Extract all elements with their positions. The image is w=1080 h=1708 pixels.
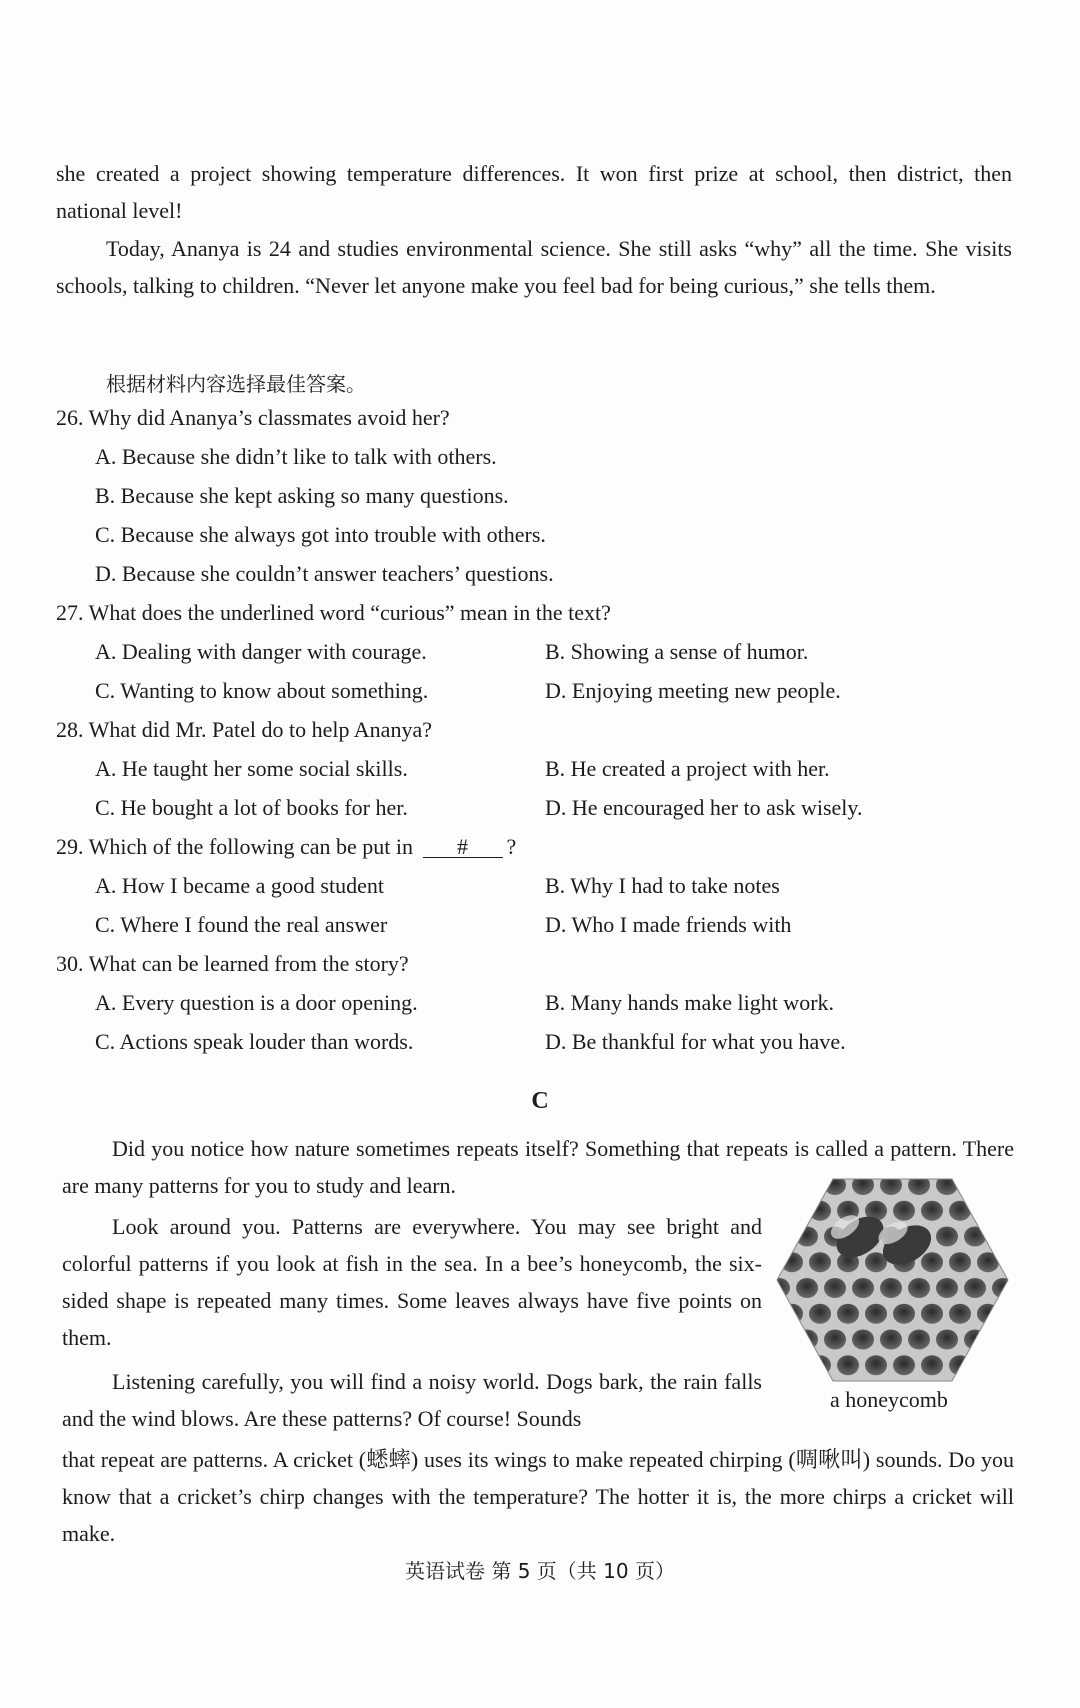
honeycomb-cell [1005, 1201, 1010, 1221]
instruction: 根据材料内容选择最佳答案。 [106, 372, 366, 396]
honeycomb-cell [880, 1175, 902, 1195]
honeycomb-cell [809, 1252, 831, 1272]
honeycomb-cell [949, 1355, 971, 1375]
image-caption: a honeycomb [830, 1387, 948, 1412]
honeycomb-cell [809, 1304, 831, 1324]
question-stem: 26. Why did Ananya’s classmates avoid her? [56, 405, 450, 430]
honeycomb-cell [977, 1355, 999, 1375]
honeycomb-cell [775, 1330, 790, 1350]
question-stem: 30. What can be learned from the story? [56, 951, 409, 976]
answer-option: B. Many hands make light work. [545, 990, 835, 1015]
answer-option: B. Because she kept asking so many questions. [95, 483, 509, 508]
honeycomb-cell [809, 1201, 831, 1221]
blank-marker: # [423, 837, 503, 858]
passage-paragraph: that repeat are patterns. A cricket (蟋蟀) uses its wings to make repeated chirping (啁啾叫) sounds. Do you know that a cricket’s chirp changes with the temperature? The hotter it is, the more chirps a cricket will make. [62, 1447, 1014, 1546]
honeycomb-cell [936, 1278, 958, 1298]
honeycomb-cell [824, 1175, 846, 1195]
honeycomb-cell [865, 1304, 887, 1324]
honeycomb-cell [992, 1330, 1010, 1350]
question-stem: 28. What did Mr. Patel do to help Ananya? [56, 717, 432, 742]
honeycomb-icon [775, 1175, 1010, 1385]
honeycomb-cell [824, 1381, 846, 1385]
question-stem-end: ? [506, 834, 517, 859]
passage-paragraph: Look around you. Patterns are everywhere. You may see bright and colorful patterns if you look at fish in the sea. In a bee’s honeycomb, the six-sided shape is repeated many times. Some leaves always have five points on them. [62, 1214, 762, 1350]
honeycomb-cell [964, 1227, 986, 1247]
honeycomb-cell [949, 1304, 971, 1324]
honeycomb-cell [992, 1227, 1010, 1247]
honeycomb-cell [893, 1304, 915, 1324]
honeycomb-cell [964, 1175, 986, 1195]
honeycomb-cell [949, 1201, 971, 1221]
answer-option: C. Where I found the real answer [95, 912, 388, 937]
honeycomb-cell [852, 1278, 874, 1298]
honeycomb-cell [1005, 1304, 1010, 1324]
honeycomb-cell [880, 1330, 902, 1350]
answer-option: D. Who I made friends with [545, 912, 792, 937]
honeycomb-cell [852, 1381, 874, 1385]
honeycomb-cell [775, 1175, 790, 1195]
honeycomb-cell [908, 1278, 930, 1298]
answer-option: A. Dealing with danger with courage. [95, 639, 427, 664]
honeycomb-cell [949, 1252, 971, 1272]
answer-option: B. Why I had to take notes [545, 873, 780, 898]
answer-option: A. He taught her some social skills. [95, 756, 408, 781]
honeycomb-cell [1005, 1355, 1010, 1375]
page-footer: 英语试卷 第 5 页（共 10 页） [405, 1559, 675, 1583]
honeycomb-cell [824, 1278, 846, 1298]
honeycomb-cell [964, 1381, 986, 1385]
honeycomb-cell [992, 1381, 1010, 1385]
honeycomb-cell [893, 1355, 915, 1375]
answer-option: C. Wanting to know about something. [95, 678, 429, 703]
honeycomb-cell [936, 1330, 958, 1350]
honeycomb-cell [936, 1381, 958, 1385]
passage-paragraph: Did you notice how nature sometimes repeats itself? Something that repeats is called a pattern. There are many patterns for you to study and learn. [62, 1136, 1014, 1198]
answer-option: D. He encouraged her to ask wisely. [545, 795, 863, 820]
honeycomb-cell [852, 1175, 874, 1195]
honeycomb-cell [796, 1330, 818, 1350]
answer-option: B. Showing a sense of humor. [545, 639, 809, 664]
honeycomb-cell [796, 1175, 818, 1195]
honeycomb-cell [908, 1175, 930, 1195]
question-stem [56, 834, 516, 860]
question-stem: 27. What does the underlined word “curious” mean in the text? [56, 600, 611, 625]
honeycomb-cell [977, 1304, 999, 1324]
honeycomb-cell [880, 1381, 902, 1385]
answer-option: A. How I became a good student [95, 873, 384, 898]
honeycomb-cell [796, 1381, 818, 1385]
answer-option: D. Enjoying meeting new people. [545, 678, 841, 703]
honeycomb-cell [796, 1278, 818, 1298]
honeycomb-cell [908, 1381, 930, 1385]
answer-option: C. He bought a lot of books for her. [95, 795, 408, 820]
honeycomb-cell [781, 1201, 803, 1221]
section-heading: C [531, 1088, 549, 1114]
answer-option: A. Because she didn’t like to talk with others. [95, 444, 497, 469]
honeycomb-cell [921, 1355, 943, 1375]
honeycomb-cell [796, 1227, 818, 1247]
answer-option: D. Because she couldn’t answer teachers’ questions. [95, 561, 554, 586]
honeycomb-cell [880, 1278, 902, 1298]
honeycomb-cell [781, 1252, 803, 1272]
honeycomb-cell [837, 1355, 859, 1375]
honeycomb-cell [936, 1175, 958, 1195]
honeycomb-cell [1005, 1252, 1010, 1272]
answer-option: C. Actions speak louder than words. [95, 1029, 414, 1054]
honeycomb-cell [936, 1227, 958, 1247]
passage-paragraph: Today, Ananya is 24 and studies environmental science. She still asks “why” all the time. She visits schools, talking to children. “Never let anyone make you feel bad for being curious,” she tells them. [56, 236, 1012, 298]
honeycomb-cell [921, 1201, 943, 1221]
answer-option: D. Be thankful for what you have. [545, 1029, 846, 1054]
honeycomb-cell [921, 1304, 943, 1324]
answer-option: C. Because she always got into trouble with others. [95, 522, 546, 547]
honeycomb-cell [908, 1330, 930, 1350]
honeycomb-cell [977, 1201, 999, 1221]
answer-option: A. Every question is a door opening. [95, 990, 418, 1015]
honeycomb-cell [893, 1201, 915, 1221]
honeycomb-cell [992, 1175, 1010, 1195]
honeycomb-cell [781, 1355, 803, 1375]
honeycomb-cell [824, 1330, 846, 1350]
honeycomb-cell [964, 1278, 986, 1298]
honeycomb-cell [775, 1227, 790, 1247]
honeycomb-cell [837, 1304, 859, 1324]
honeycomb-image [775, 1175, 1010, 1390]
passage-paragraph: Listening carefully, you will find a noisy world. Dogs bark, the rain falls and the wind blows. Are these patterns? Of course! Sounds [62, 1369, 762, 1431]
honeycomb-cell [775, 1381, 790, 1385]
honeycomb-cell [865, 1355, 887, 1375]
passage-paragraph: she created a project showing temperature differences. It won first prize at school, then district, then national level! [56, 161, 1012, 223]
question-stem-text: 29. Which of the following can be put in [56, 834, 414, 859]
honeycomb-cell [977, 1252, 999, 1272]
honeycomb-cell [852, 1330, 874, 1350]
answer-option: B. He created a project with her. [545, 756, 830, 781]
honeycomb-cell [921, 1252, 943, 1272]
